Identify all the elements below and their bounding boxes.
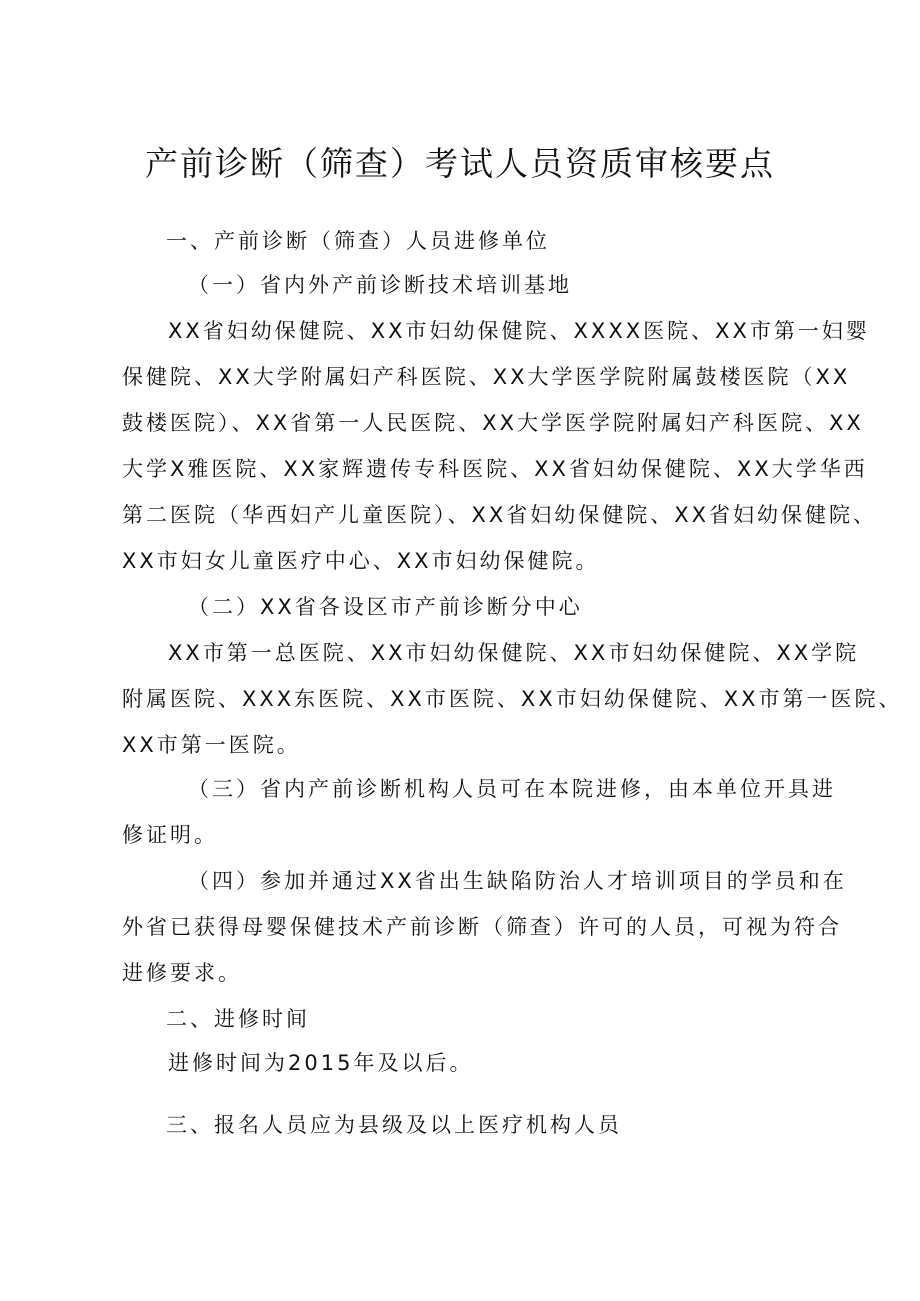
sub2-line-1: XX市第一总医院、XX市妇幼保健院、XX市妇幼保健院、XX学院 xyxy=(168,641,860,665)
sub1-line-4: 大学X雅医院、XX家辉遗传专科医院、XX省妇幼保健院、XX大学华西 xyxy=(122,457,868,481)
sub1-line-5: 第二医院（华西妇产儿童医院）、XX省妇幼保健院、XX省妇幼保健院、 xyxy=(122,503,878,527)
sub1-line-1: XX省妇幼保健院、XX市妇幼保健院、XXXX医院、XX市第一妇婴 xyxy=(168,319,870,343)
section1-sub1-heading: （一）省内外产前诊断技术培训基地 xyxy=(188,273,572,297)
document-title: 产前诊断（筛查）考试人员资质审核要点 xyxy=(145,144,775,183)
section2-heading: 二、进修时间 xyxy=(166,1007,310,1031)
section1-sub2-heading: （二）XX省各设区市产前诊断分中心 xyxy=(188,595,583,619)
section3-heading: 三、报名人员应为县级及以上医疗机构人员 xyxy=(166,1113,622,1137)
section2-body: 进修时间为2015年及以后。 xyxy=(168,1051,474,1075)
sub1-line-3: 鼓楼医院）、XX省第一人民医院、XX大学医学院附属妇产科医院、XX xyxy=(122,411,864,435)
sub1-line-6: XX市妇女儿童医疗中心、XX市妇幼保健院。 xyxy=(122,549,600,573)
sub2-line-2: 附属医院、XXX东医院、XX市医院、XX市妇幼保健院、XX市第一医院、 xyxy=(122,687,903,711)
section1-heading: 一、产前诊断（筛查）人员进修单位 xyxy=(166,229,550,253)
sub3-line-1: （三）省内产前诊断机构人员可在本院进修，由本单位开具进 xyxy=(188,777,836,801)
sub1-line-2: 保健院、XX大学附属妇产科医院、XX大学医学院附属鼓楼医院（XX xyxy=(122,365,851,389)
sub2-line-3: XX市第一医院。 xyxy=(122,733,301,757)
sub4-line-1: （四）参加并通过XX省出生缺陷防治人才培训项目的学员和在 xyxy=(188,869,847,893)
sub3-line-2: 修证明。 xyxy=(122,823,218,847)
sub4-line-2: 外省已获得母婴保健技术产前诊断（筛查）许可的人员，可视为符合 xyxy=(122,915,842,939)
sub4-line-3: 进修要求。 xyxy=(122,961,242,985)
